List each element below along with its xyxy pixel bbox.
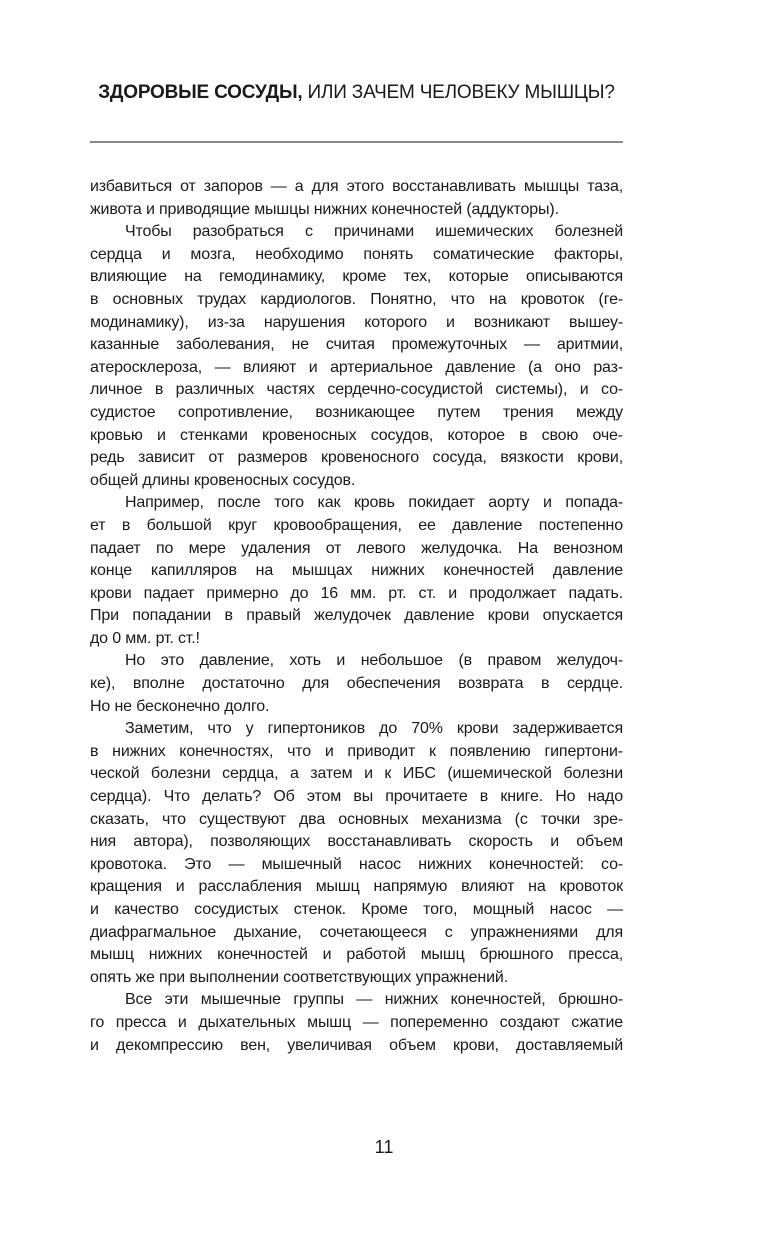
text-line: Но это давление, хоть и небольшое (в правом желудоч- xyxy=(125,652,623,670)
text-line: Чтобы разобраться с причинами ишемических болезней xyxy=(125,223,623,241)
paragraph xyxy=(90,492,623,650)
page-number: 11 xyxy=(374,1137,394,1157)
text-line: модинамику), из-за нарушения которого и возникают вышеу- xyxy=(90,313,623,331)
text-line: живота и приводящие мышцы нижних конечностей (аддукторы). xyxy=(90,200,559,218)
text-line: кровотока. Это — мышечный насос нижних конечностей: со- xyxy=(90,855,623,873)
text-line: и декомпрессию вен, увеличивая объем крови, доставляемый xyxy=(90,1036,623,1054)
header-rule xyxy=(90,141,623,143)
text-line: сердца и мозга, необходимо понять соматические факторы, xyxy=(90,245,623,263)
text-line: При попадании в правый желудочек давление крови опускается xyxy=(90,607,623,625)
paragraph xyxy=(90,221,623,492)
text-line: падает по мере удаления от левого желудочка. На венозном xyxy=(90,539,623,557)
text-line: в основных трудах кардиологов. Понятно, что на кровоток (ге- xyxy=(90,290,623,308)
paragraph xyxy=(90,989,623,1057)
text-line: сказать, что существуют два основных механизма (с точки зре- xyxy=(90,810,623,828)
body-text xyxy=(90,176,623,1057)
text-line: общей длины кровеносных сосудов. xyxy=(90,471,356,489)
text-line: атеросклероза, — влияют и артериальное давление (а оно раз- xyxy=(90,358,623,376)
text-line: казанные заболевания, не считая промежуточных — аритмии, xyxy=(90,336,623,354)
paragraph xyxy=(90,718,623,989)
text-line: мышц нижних конечностей и работой мышц брюшного пресса, xyxy=(90,946,623,964)
text-line: Заметим, что у гипертоников до 70% крови задерживается xyxy=(125,720,623,738)
text-line: влияющие на гемодинамику, кроме тех, которые описываются xyxy=(90,268,623,286)
running-head xyxy=(90,82,623,104)
text-line: крови падает примерно до 16 мм. рт. ст. и продолжает падать. xyxy=(90,584,623,602)
text-line: конце капилляров на мышцах нижних конечностей давление xyxy=(90,562,623,580)
text-line: ческой болезни сердца, а затем и к ИБС (ишемической болезни xyxy=(90,765,623,783)
text-line: ке), вполне достаточно для обеспечения возврата в сердце. xyxy=(90,675,623,693)
text-line: Например, после того как кровь покидает аорту и попада- xyxy=(125,494,623,512)
text-line: опять же при выполнении соответствующих упражнений. xyxy=(90,968,508,986)
text-line: сердца). Что делать? Об этом вы прочитаете в книге. Но надо xyxy=(90,788,623,806)
text-line: го пресса и дыхательных мышц — попеременно создают сжатие xyxy=(90,1013,623,1031)
text-line: в нижних конечностях, что и приводит к появлению гипертони- xyxy=(90,742,623,760)
running-head-bold: ЗДОРОВЫЕ СОСУДЫ, xyxy=(98,82,303,103)
text-line: и качество сосудистых стенок. Кроме того, мощный насос — xyxy=(90,901,623,918)
text-line: судистое сопротивление, возникающее путем трения между xyxy=(90,403,623,421)
text-line: кращения и расслабления мышц напрямую влияют на кровоток xyxy=(90,878,623,896)
text-line: Но не бесконечно долго. xyxy=(90,697,270,715)
text-line: до 0 мм. рт. ст.! xyxy=(90,629,200,647)
text-line: ет в большой круг кровообращения, ее давление постепенно xyxy=(90,516,623,534)
text-line: личное в различных частях сердечно-сосудистой системы), и со- xyxy=(90,381,623,399)
running-head-regular: ИЛИ ЗАЧЕМ ЧЕЛОВЕКУ МЫШЦЫ? xyxy=(302,82,615,103)
text-line: редь зависит от размеров кровеносного сосуда, вязкости крови, xyxy=(90,449,623,467)
paragraph xyxy=(90,176,623,221)
text-line: кровью и стенками кровеносных сосудов, которое в свою оче- xyxy=(90,426,623,444)
text-line: Все эти мышечные группы — нижних конечностей, брюшно- xyxy=(125,991,623,1009)
text-line: диафрагмальное дыхание, сочетающееся с упражнениями для xyxy=(90,923,623,941)
text-line: избавиться от запоров — а для этого восстанавливать мышцы таза, xyxy=(90,178,623,195)
paragraph xyxy=(90,650,623,718)
text-line: ния автора), позволяющих восстанавливать скорость и объем xyxy=(90,833,623,851)
